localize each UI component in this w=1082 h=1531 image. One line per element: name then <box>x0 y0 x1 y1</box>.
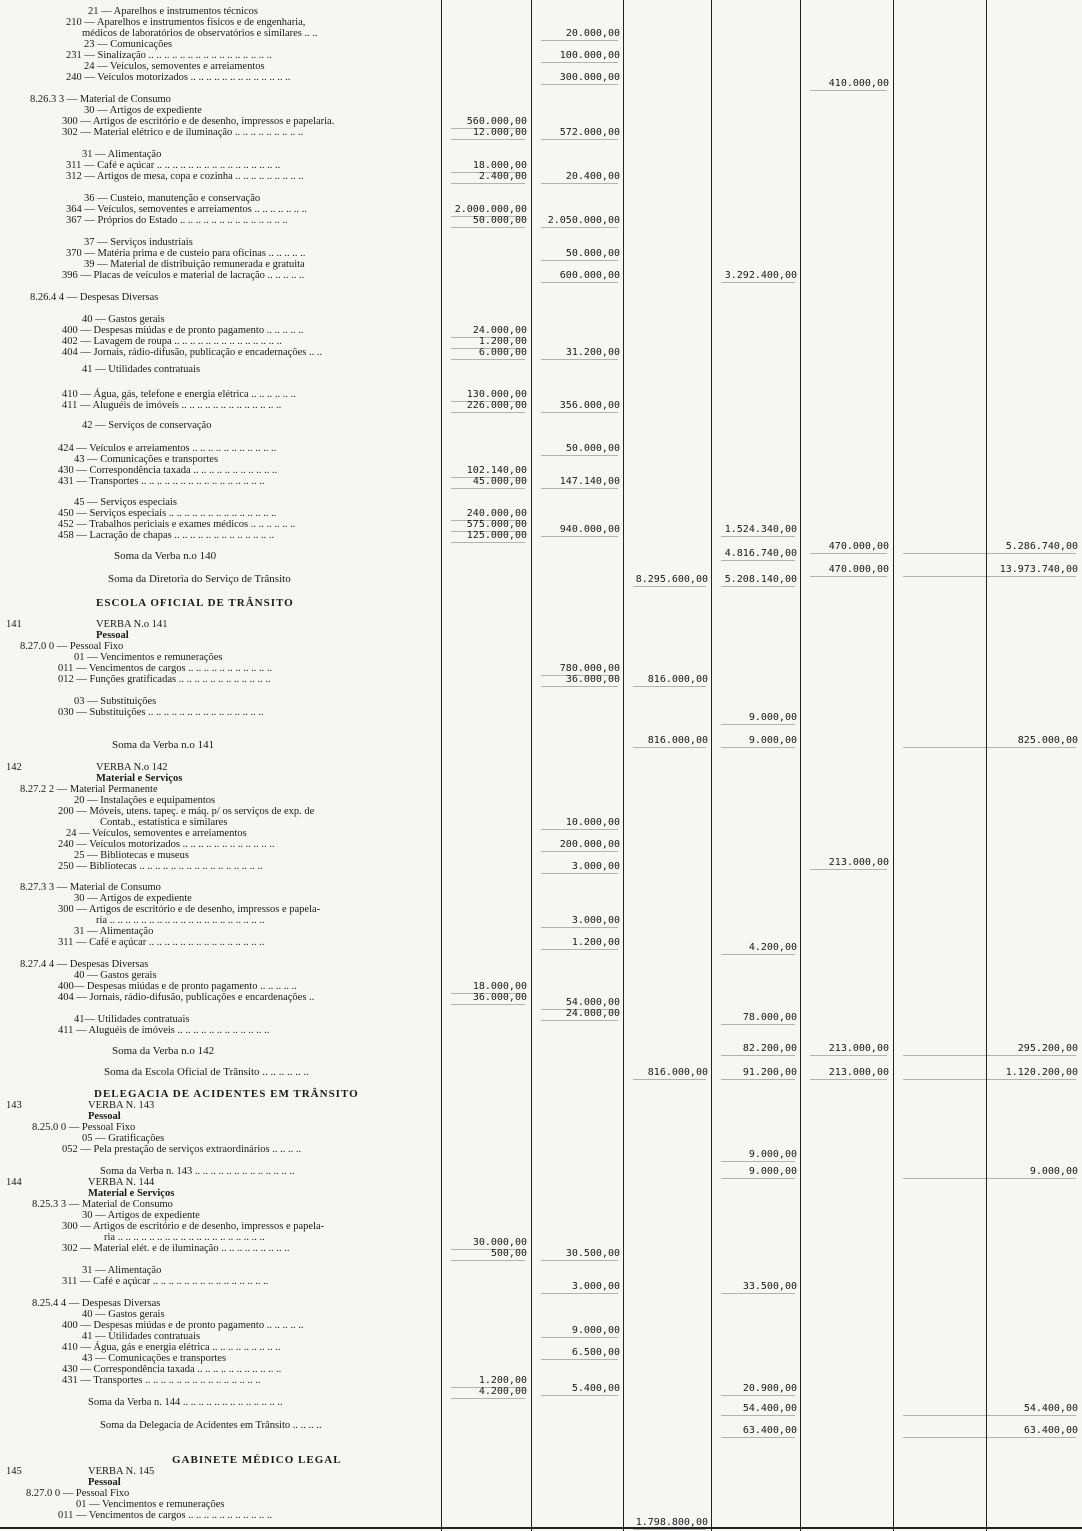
total-rule <box>721 747 795 748</box>
amount-value: 12.000,00 <box>472 127 527 138</box>
amount-value: 45.000,00 <box>472 476 527 487</box>
total-rule <box>451 1004 525 1005</box>
line-item-label: médicos de laboratórios de observatórios e similares .. .. <box>82 28 318 39</box>
line-item-label: 311 — Café e açúcar .. .. .. .. .. .. .. .. .. .. .. .. .. .. .. <box>62 1276 269 1287</box>
line-item-label: 240 — Veículos motorizados .. .. .. .. .. .. .. .. .. .. .. .. .. <box>66 72 291 83</box>
total-rule <box>903 553 1076 554</box>
amount-value: 300.000,00 <box>559 72 620 83</box>
amount-value: 24.000,00 <box>565 1008 620 1019</box>
line-item-label: 8.26.3 3 — Material de Consumo <box>30 94 171 105</box>
total-rule <box>903 1415 1076 1416</box>
total-rule <box>541 455 618 456</box>
amount-value: 213.000,00 <box>828 857 889 868</box>
line-item-label: Material e Serviços <box>96 773 183 784</box>
total-rule <box>541 488 618 489</box>
line-item-label: 8.25.3 3 — Material de Consumo <box>32 1199 173 1210</box>
amount-value: 4.200,00 <box>748 942 797 953</box>
line-item-label: 8.25.4 4 — Despesas Diversas <box>32 1298 161 1309</box>
total-rule <box>541 536 618 537</box>
line-item-label: 400— Despesas miúdas e de pronto pagamento .. .. .. .. .. <box>58 981 297 992</box>
total-rule <box>721 586 795 587</box>
total-rule <box>721 1079 795 1080</box>
amount-value: 63.400,00 <box>1023 1425 1078 1436</box>
line-item-label: 30 — Artigos de expediente <box>74 893 192 904</box>
amount-value: 8.295.600,00 <box>635 574 708 585</box>
amount-value: 2.000.000,00 <box>454 204 527 215</box>
line-item-label: 011 — Vencimentos de cargos .. .. .. .. .. .. .. .. .. .. .. <box>58 1510 273 1521</box>
amount-value: 9.000,00 <box>571 1325 620 1336</box>
sum-label: Soma da Verba n.o 142 <box>112 1045 215 1057</box>
total-rule <box>721 536 795 537</box>
line-item-label: 01 — Vencimentos e remunerações <box>76 1499 225 1510</box>
line-item-label: 312 — Artigos de mesa, copa e cozinha .. .. .. .. .. .. .. .. .. <box>66 171 304 182</box>
line-item-label: 24 — Veículos, semoventes e arreiamentos <box>84 61 265 72</box>
amount-value: 816.000,00 <box>647 1067 708 1078</box>
total-rule <box>721 1437 795 1438</box>
section-heading: ESCOLA OFICIAL DE TRÂNSITO <box>96 597 294 609</box>
line-item-label: VERBA N.o 142 <box>96 762 168 773</box>
line-item-label: 424 — Veículos e arreiamentos .. .. .. .. .. .. .. .. .. .. .. <box>58 443 277 454</box>
line-item-label: 370 — Matéria prima e de custeio para oficinas .. .. .. .. .. <box>66 248 306 259</box>
line-item-label: 300 — Artigos de escritório e de desenho, impressos e papela- <box>62 1221 325 1232</box>
amount-value: 54.400,00 <box>1023 1403 1078 1414</box>
total-rule <box>451 359 525 360</box>
total-rule <box>541 873 618 874</box>
amount-value: 20.900,00 <box>742 1383 797 1394</box>
amount-value: 240.000,00 <box>466 508 527 519</box>
line-item-label: 42 — Serviços de conservação <box>82 420 212 431</box>
amount-value: 3.000,00 <box>571 915 620 926</box>
amount-value: 2.050.000,00 <box>547 215 620 226</box>
amount-value: 3.000,00 <box>571 1281 620 1292</box>
amount-value: 560.000,00 <box>466 116 527 127</box>
total-rule <box>541 949 618 950</box>
line-item-label: 45 — Serviços especiais <box>74 497 177 508</box>
amount-value: 9.000,00 <box>748 1149 797 1160</box>
line-item-label: 012 — Funções gratificadas .. .. .. .. .. .. .. .. .. .. .. .. <box>58 674 271 685</box>
total-rule <box>451 227 525 228</box>
amount-value: 572.000,00 <box>559 127 620 138</box>
line-item-label: 200 — Móveis, utens. tapeç. e máq. p/ os serviços de exp. de <box>58 806 315 817</box>
total-rule <box>541 1260 618 1261</box>
line-item-label: 23 — Comunicações <box>84 39 173 50</box>
line-item-label: ria .. .. .. .. .. .. .. .. .. .. .. .. .. .. .. .. .. .. .. <box>104 1232 265 1243</box>
line-item-label: 05 — Gratificações <box>82 1133 165 1144</box>
amount-value: 10.000,00 <box>565 817 620 828</box>
amount-value: 500,00 <box>490 1248 527 1259</box>
line-item-label: 430 — Correspondência taxada .. .. .. .. .. .. .. .. .. .. .. <box>62 1364 282 1375</box>
amount-value: 4.200,00 <box>478 1386 527 1397</box>
total-rule <box>541 84 618 85</box>
total-rule <box>541 40 618 41</box>
line-item-label: 01 — Vencimentos e remunerações <box>74 652 223 663</box>
total-rule <box>903 1437 1076 1438</box>
line-item-label: Contab., estatística e similares <box>100 817 228 828</box>
total-rule <box>541 686 618 687</box>
line-item-label: 411 — Aluguéis de imóveis .. .. .. .. .. .. .. .. .. .. .. .. .. <box>62 400 282 411</box>
amount-value: 600.000,00 <box>559 270 620 281</box>
amount-value: 5.400,00 <box>571 1383 620 1394</box>
line-item-label: 30 — Artigos de expediente <box>82 1210 200 1221</box>
line-item-label: 43 — Comunicações e transportes <box>74 454 219 465</box>
total-rule <box>541 227 618 228</box>
amount-value: 91.200,00 <box>742 1067 797 1078</box>
total-rule <box>721 1293 795 1294</box>
total-rule <box>451 412 525 413</box>
total-rule <box>541 1020 618 1021</box>
line-item-label: 300 — Artigos de escritório e de desenho, impressos e papela- <box>58 904 321 915</box>
line-item-label: 011 — Vencimentos de cargos .. .. .. .. .. .. .. .. .. .. .. <box>58 663 273 674</box>
total-rule <box>721 724 795 725</box>
amount-value: 1.798.800,00 <box>635 1517 708 1528</box>
amount-value: 9.000,00 <box>1029 1166 1078 1177</box>
column-rule <box>531 0 532 1531</box>
amount-value: 3.000,00 <box>571 861 620 872</box>
line-item-label: 231 — Sinalização .. .. .. .. .. .. .. .. .. .. .. .. .. .. .. .. <box>66 50 272 61</box>
column-rule <box>986 0 987 1531</box>
line-item-label: 36 — Custeio, manutenção e conservação <box>84 193 261 204</box>
total-rule <box>451 1398 525 1399</box>
line-item-label: 8.26.4 4 — Despesas Diversas <box>30 292 159 303</box>
amount-value: 295.200,00 <box>1017 1043 1078 1054</box>
total-rule <box>541 282 618 283</box>
amount-value: 6.000,00 <box>478 347 527 358</box>
total-rule <box>721 1161 795 1162</box>
total-rule <box>633 686 706 687</box>
amount-value: 825.000,00 <box>1017 735 1078 746</box>
line-item-label: Material e Serviços <box>88 1188 175 1199</box>
line-item-label: 240 — Veículos motorizados .. .. .. .. .. .. .. .. .. .. .. .. <box>58 839 275 850</box>
amount-value: 30.000,00 <box>472 1237 527 1248</box>
amount-value: 147.140,00 <box>559 476 620 487</box>
sum-label: Soma da Diretoria do Serviço de Trânsito <box>108 573 291 585</box>
amount-value: 31.200,00 <box>565 347 620 358</box>
total-rule <box>541 829 618 830</box>
total-rule <box>903 576 1076 577</box>
total-rule <box>541 139 618 140</box>
line-item-label: ria .. .. .. .. .. .. .. .. .. .. .. .. .. .. .. .. .. .. .. .. <box>96 915 265 926</box>
amount-value: 410.000,00 <box>828 78 889 89</box>
amount-value: 226.000,00 <box>466 400 527 411</box>
line-item-label: Pessoal <box>96 630 129 641</box>
total-rule <box>541 359 618 360</box>
line-item-label: VERBA N. 143 <box>88 1100 155 1111</box>
line-item-label: 311 — Café e açúcar .. .. .. .. .. .. .. .. .. .. .. .. .. .. .. <box>58 937 265 948</box>
total-rule <box>721 954 795 955</box>
amount-value: 816.000,00 <box>647 735 708 746</box>
amount-value: 54.000,00 <box>565 997 620 1008</box>
amount-value: 18.000,00 <box>472 981 527 992</box>
total-rule <box>721 1055 795 1056</box>
amount-value: 24.000,00 <box>472 325 527 336</box>
line-item-label: 8.25.0 0 — Pessoal Fixo <box>32 1122 136 1133</box>
total-rule <box>810 869 887 870</box>
total-rule <box>810 90 887 91</box>
line-item-label: 03 — Substituições <box>74 696 157 707</box>
amount-value: 4.816.740,00 <box>724 548 797 559</box>
sum-label: Soma da Verba n.o 141 <box>112 739 215 751</box>
amount-value: 940.000,00 <box>559 524 620 535</box>
amount-value: 6.500,00 <box>571 1347 620 1358</box>
line-item-label: 41 — Utilidades contratuais <box>82 1331 201 1342</box>
line-item-label: 40 — Gastos gerais <box>82 1309 165 1320</box>
amount-value: 356.000,00 <box>559 400 620 411</box>
amount-value: 213.000,00 <box>828 1067 889 1078</box>
amount-value: 5.286.740,00 <box>1005 541 1078 552</box>
line-item-label: 142 <box>6 762 22 773</box>
line-item-label: 30 — Artigos de expediente <box>84 105 202 116</box>
amount-value: 9.000,00 <box>748 735 797 746</box>
total-rule <box>541 1337 618 1338</box>
total-rule <box>721 1415 795 1416</box>
line-item-label: Soma da Verba n. 143 .. .. .. .. .. .. .. .. .. .. .. .. .. <box>100 1166 295 1177</box>
line-item-label: 8.27.4 4 — Despesas Diversas <box>20 959 149 970</box>
total-rule <box>451 542 525 543</box>
amount-value: 1.200,00 <box>478 1375 527 1386</box>
line-item-label: 400 — Despesas miúdas e de pronto pagamento .. .. .. .. .. <box>62 1320 304 1331</box>
amount-value: 9.000,00 <box>748 1166 797 1177</box>
total-rule <box>721 1178 795 1179</box>
amount-value: 780.000,00 <box>559 663 620 674</box>
total-rule <box>810 576 887 577</box>
line-item-label: 20 — Instalações e equipamentos <box>74 795 216 806</box>
amount-value: 200.000,00 <box>559 839 620 850</box>
total-rule <box>541 927 618 928</box>
amount-value: 54.400,00 <box>742 1403 797 1414</box>
amount-value: 36.000,00 <box>472 992 527 1003</box>
total-rule <box>541 412 618 413</box>
line-item-label: 41 — Utilidades contratuais <box>82 364 201 375</box>
column-rule <box>623 0 624 1531</box>
total-rule <box>903 747 1076 748</box>
line-item-label: 37 — Serviços industriais <box>84 237 193 248</box>
total-rule <box>633 586 706 587</box>
line-item-label: 302 — Material elét. e de iluminação .. .. .. .. .. .. .. .. .. <box>62 1243 290 1254</box>
sum-label: Soma da Escola Oficial de Trânsito .. .. .. .. .. .. <box>104 1066 310 1078</box>
total-rule <box>721 560 795 561</box>
amount-value: 20.000,00 <box>565 28 620 39</box>
total-rule <box>541 260 618 261</box>
line-item-label: 311 — Café e açúcar .. .. .. .. .. .. .. .. .. .. .. .. .. .. .. .. <box>66 160 281 171</box>
amount-value: 50.000,00 <box>565 248 620 259</box>
amount-value: 2.400,00 <box>478 171 527 182</box>
total-rule <box>633 1529 706 1530</box>
line-item-label: 400 — Despesas miúdas e de pronto pagamento .. .. .. .. .. <box>62 325 304 336</box>
line-item-label: 450 — Serviços especiais .. .. .. .. .. .. .. .. .. .. .. .. .. .. <box>58 508 277 519</box>
amount-value: 1.524.340,00 <box>724 524 797 535</box>
total-rule <box>541 1293 618 1294</box>
line-item-label: 144 <box>6 1177 22 1188</box>
line-item-label: 431 — Transportes .. .. .. .. .. .. .. .. .. .. .. .. .. .. .. .. <box>58 476 265 487</box>
amount-value: 102.140,00 <box>466 465 527 476</box>
line-item-label: 43 — Comunicações e transportes <box>82 1353 227 1364</box>
amount-value: 470.000,00 <box>828 541 889 552</box>
total-rule <box>541 1395 618 1396</box>
line-item-label: 25 — Bibliotecas e museus <box>74 850 189 861</box>
total-rule <box>721 282 795 283</box>
line-item-label: VERBA N. 145 <box>88 1466 155 1477</box>
line-item-label: 40 — Gastos gerais <box>74 970 157 981</box>
amount-value: 20.400,00 <box>565 171 620 182</box>
amount-value: 1.120.200,00 <box>1005 1067 1078 1078</box>
total-rule <box>451 139 525 140</box>
section-heading: DELEGACIA DE ACIDENTES EM TRÂNSITO <box>94 1088 359 1100</box>
line-item-label: Soma da Verba n. 144 .. .. .. .. .. .. .. .. .. .. .. .. .. <box>88 1397 283 1408</box>
total-rule <box>541 1359 618 1360</box>
bottom-rule <box>0 1527 1082 1529</box>
line-item-label: 8.27.0 0 — Pessoal Fixo <box>20 641 124 652</box>
total-rule <box>541 183 618 184</box>
line-item-label: 143 <box>6 1100 22 1111</box>
total-rule <box>541 851 618 852</box>
line-item-label: 404 — Jornais, rádio-difusão, publicação e encadernações .. .. <box>62 347 323 358</box>
amount-value: 78.000,00 <box>742 1012 797 1023</box>
line-item-label: 21 — Aparelhos e instrumentos técnicos <box>88 6 259 17</box>
amount-value: 30.500,00 <box>565 1248 620 1259</box>
amount-value: 3.292.400,00 <box>724 270 797 281</box>
line-item-label: 367 — Próprios do Estado .. .. .. .. .. .. .. .. .. .. .. .. .. .. <box>66 215 288 226</box>
line-item-label: Pessoal <box>88 1111 121 1122</box>
line-item-label: 40 — Gastos gerais <box>82 314 165 325</box>
line-item-label: 364 — Veículos, semoventes e arreiamentos .. .. .. .. .. .. .. <box>66 204 307 215</box>
amount-value: 13.973.740,00 <box>999 564 1078 575</box>
line-item-label: 410 — Água, gás, telefone e energia elétrica .. .. .. .. .. .. <box>62 389 296 400</box>
amount-value: 213.000,00 <box>828 1043 889 1054</box>
amount-value: 9.000,00 <box>748 712 797 723</box>
line-item-label: 31 — Alimentação <box>82 1265 162 1276</box>
column-rule <box>441 0 442 1531</box>
column-rule <box>711 0 712 1531</box>
line-item-label: 396 — Placas de veículos e material de lacração .. .. .. .. .. <box>62 270 305 281</box>
line-item-label: 430 — Correspondência taxada .. .. .. .. .. .. .. .. .. .. .. <box>58 465 278 476</box>
amount-value: 36.000,00 <box>565 674 620 685</box>
total-rule <box>903 1178 1076 1179</box>
total-rule <box>451 488 525 489</box>
total-rule <box>903 1079 1076 1080</box>
amount-value: 33.500,00 <box>742 1281 797 1292</box>
total-rule <box>721 1395 795 1396</box>
amount-value: 575.000,00 <box>466 519 527 530</box>
line-item-label: 052 — Pela prestação de serviços extraordinários .. .. .. .. <box>62 1144 302 1155</box>
amount-value: 50.000,00 <box>565 443 620 454</box>
total-rule <box>903 1055 1076 1056</box>
amount-value: 18.000,00 <box>472 160 527 171</box>
line-item-label: 402 — Lavagem de roupa .. .. .. .. .. .. .. .. .. .. .. .. .. .. <box>62 336 282 347</box>
line-item-label: 31 — Alimentação <box>82 149 162 160</box>
amount-value: 50.000,00 <box>472 215 527 226</box>
amount-value: 130.000,00 <box>466 389 527 400</box>
amount-value: 470.000,00 <box>828 564 889 575</box>
line-item-label: 302 — Material elétrico e de iluminação .. .. .. .. .. .. .. .. .. <box>62 127 304 138</box>
line-item-label: Pessoal <box>88 1477 121 1488</box>
line-item-label: 41— Utilidades contratuais <box>74 1014 190 1025</box>
line-item-label: 24 — Veículos, semoventes e arreiamentos <box>66 828 247 839</box>
amount-value: 82.200,00 <box>742 1043 797 1054</box>
section-heading: GABINETE MÉDICO LEGAL <box>172 1454 342 1466</box>
total-rule <box>810 1055 887 1056</box>
column-rule <box>800 0 801 1531</box>
total-rule <box>451 183 525 184</box>
amount-value: 1.200,00 <box>478 336 527 347</box>
total-rule <box>721 1024 795 1025</box>
total-rule <box>633 747 706 748</box>
line-item-label: 250 — Bibliotecas .. .. .. .. .. .. .. .. .. .. .. .. .. .. .. .. <box>58 861 263 872</box>
total-rule <box>810 1079 887 1080</box>
line-item-label: 145 <box>6 1466 22 1477</box>
amount-value: 125.000,00 <box>466 530 527 541</box>
amount-value: 816.000,00 <box>647 674 708 685</box>
column-rule <box>893 0 894 1531</box>
line-item-label: 8.27.0 0 — Pessoal Fixo <box>26 1488 130 1499</box>
amount-value: 63.400,00 <box>742 1425 797 1436</box>
line-item-label: 458 — Lacração de chapas .. .. .. .. .. .. .. .. .. .. .. .. .. <box>58 530 275 541</box>
total-rule <box>541 62 618 63</box>
line-item-label: VERBA N.o 141 <box>96 619 168 630</box>
line-item-label: 300 — Artigos de escritório e de desenho, impressos e papelaria. <box>62 116 335 127</box>
line-item-label: 452 — Trabalhos periciais e exames médicos .. .. .. .. .. .. <box>58 519 296 530</box>
line-item-label: 39 — Material de distribuição remunerada e gratuita <box>84 259 305 270</box>
line-item-label: 141 <box>6 619 22 630</box>
amount-value: 100.000,00 <box>559 50 620 61</box>
line-item-label: Soma da Delegacia de Acidentes em Trânsito .. .. .. .. <box>100 1420 322 1431</box>
line-item-label: 404 — Jornais, rádio-difusão, publicações e encardenações .. <box>58 992 315 1003</box>
line-item-label: VERBA N. 144 <box>88 1177 155 1188</box>
sum-label: Soma da Verba n.o 140 <box>114 550 217 562</box>
line-item-label: 8.27.3 3 — Material de Consumo <box>20 882 161 893</box>
line-item-label: 431 — Transportes .. .. .. .. .. .. .. .. .. .. .. .. .. .. .. <box>62 1375 261 1386</box>
line-item-label: 410 — Água, gás e energia elétrica .. .. .. .. .. .. .. .. .. <box>62 1342 281 1353</box>
amount-value: 5.208.140,00 <box>724 574 797 585</box>
line-item-label: 8.27.2 2 — Material Permanente <box>20 784 158 795</box>
total-rule <box>451 1260 525 1261</box>
line-item-label: 210 — Aparelhos e instrumentos físicos e de engenharia, <box>66 17 306 28</box>
total-rule <box>810 553 887 554</box>
amount-value: 1.200,00 <box>571 937 620 948</box>
line-item-label: 31 — Alimentação <box>74 926 154 937</box>
total-rule <box>633 1079 706 1080</box>
line-item-label: 030 — Substituições .. .. .. .. .. .. .. .. .. .. .. .. .. .. .. <box>58 707 264 718</box>
line-item-label: 411 — Aluguéis de imóveis .. .. .. .. .. .. .. .. .. .. .. .. <box>58 1025 270 1036</box>
